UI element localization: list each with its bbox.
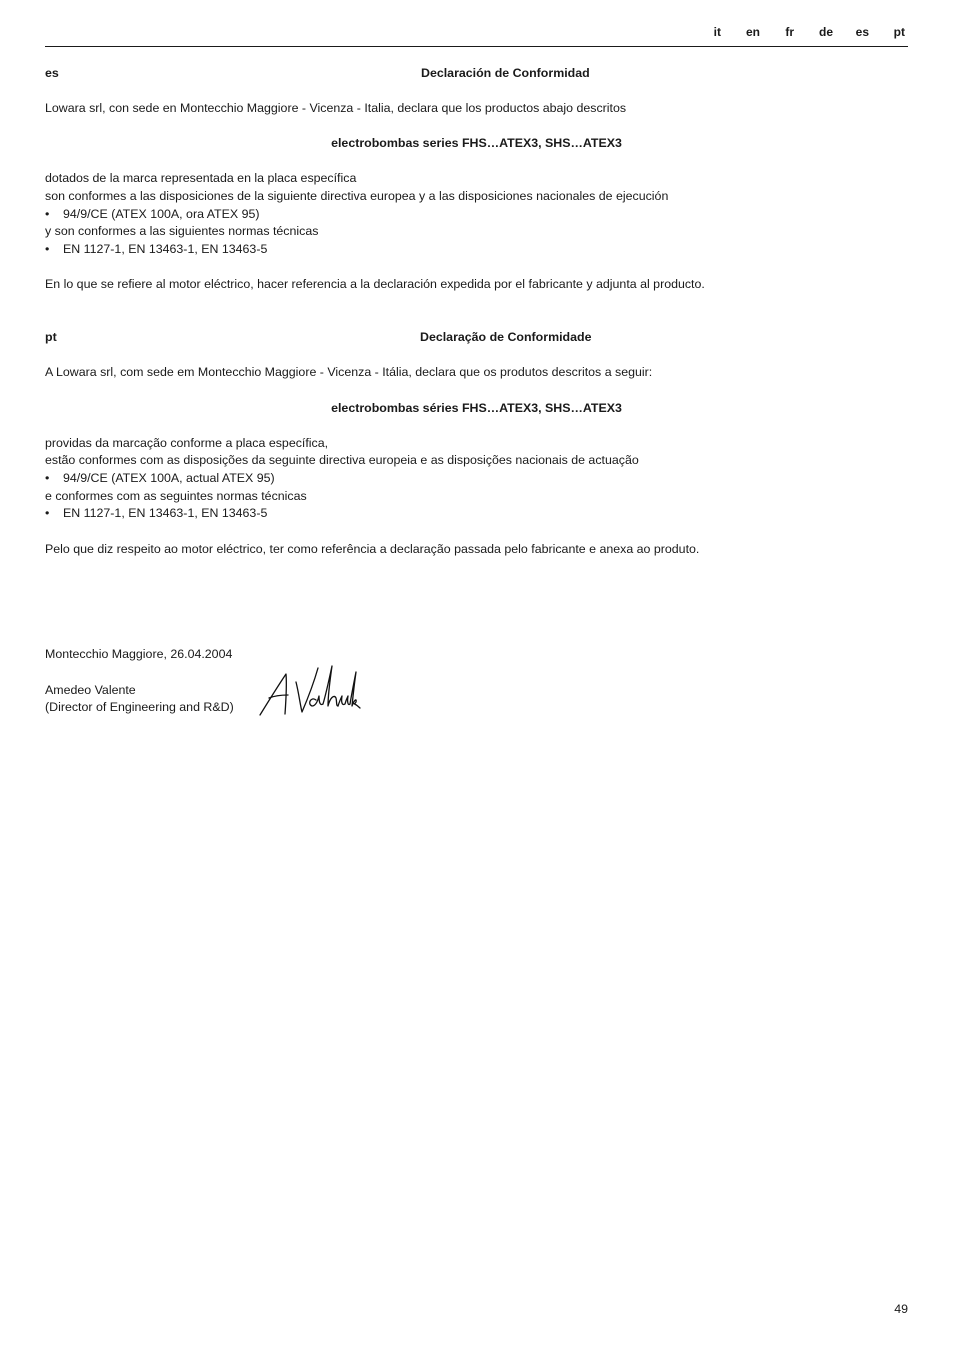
paragraph-line-es-1: dotados de la marca representada en la placa específica [45,171,357,185]
paragraph-line-es-2: son conformes a las disposiciones de la siguiente directiva europea y a las disposiciones nacionales de ejecución [45,189,669,203]
bullet-text: EN 1127-1, EN 13463-1, EN 13463-5 [63,506,268,520]
bullet-marker: • [45,242,50,256]
lang-link-en[interactable]: en [745,25,760,39]
product-line-pt: electrobombas séries FHS…ATEX3, SHS…ATEX3 [331,401,622,415]
paragraph-line-pt-2: estão conformes com as disposições da seguinte directiva europeia e as disposições nacionais de actuação [45,453,639,467]
motor-note-es: En lo que se refiere al motor eléctrico, hacer referencia a la declaración expedida por el fabricante y adjunta al producto. [45,277,705,291]
bullet-item-es-1 [45,207,260,221]
bullet-item-pt-2 [45,506,268,520]
signer-title: (Director of Engineering and R&D) [45,700,234,714]
bullet-text: 94/9/CE (ATEX 100A, actual ATEX 95) [63,471,275,485]
section-lang-code-es: es [45,66,59,80]
signer-name: Amedeo Valente [45,683,136,697]
lang-link-pt[interactable]: pt [893,25,905,39]
place-and-date: Montecchio Maggiore, 26.04.2004 [45,647,233,661]
motor-note-pt: Pelo que diz respeito ao motor eléctrico, ter como referência a declaração passada pelo fabricante e anexa ao produto. [45,542,700,556]
language-nav [707,25,907,41]
paragraph-line-es-3: y son conformes a las siguientes normas técnicas [45,224,319,238]
intro-text-es: Lowara srl, con sede en Montecchio Maggiore - Vicenza - Italia, declara que los productos abajo descritos [45,101,627,115]
bullet-text: 94/9/CE (ATEX 100A, ora ATEX 95) [63,207,260,221]
header-divider [45,46,908,47]
page-number: 49 [894,1302,908,1316]
lang-link-de[interactable]: de [818,25,833,39]
bullet-marker: • [45,471,50,485]
section-lang-code-pt: pt [45,330,57,344]
lang-link-fr[interactable]: fr [785,25,794,39]
paragraph-line-pt-3: e conformes com as seguintes normas técnicas [45,489,307,503]
lang-link-es[interactable]: es [855,25,869,39]
bullet-text: EN 1127-1, EN 13463-1, EN 13463-5 [63,242,268,256]
bullet-item-pt-1 [45,471,275,485]
product-line-es: electrobombas series FHS…ATEX3, SHS…ATEX3 [331,136,622,150]
section-title-es: Declaración de Conformidad [421,66,590,80]
handwritten-signature [256,660,362,718]
paragraph-line-pt-1: providas da marcação conforme a placa específica, [45,436,329,450]
bullet-marker: • [45,506,50,520]
intro-text-pt: A Lowara srl, com sede em Montecchio Maggiore - Vicenza - Itália, declara que os produtos descritos a seguir: [45,365,653,379]
bullet-item-es-2 [45,242,268,256]
lang-link-it[interactable]: it [713,25,721,39]
section-title-pt: Declaração de Conformidade [420,330,592,344]
bullet-marker: • [45,207,50,221]
